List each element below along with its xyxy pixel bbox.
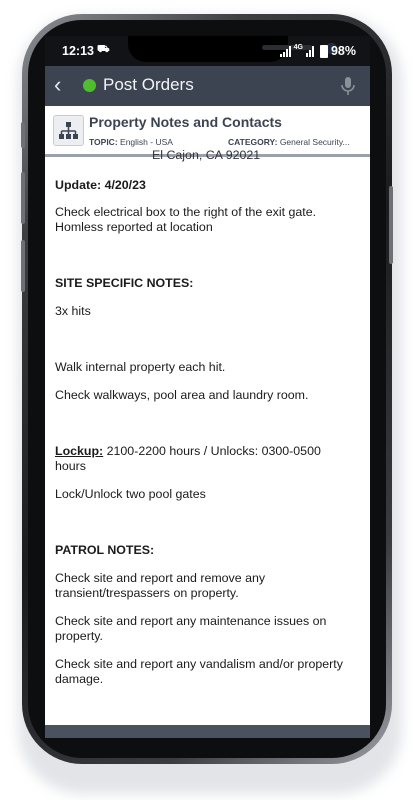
lockup-label: Lockup:	[55, 444, 104, 458]
network-type: 4G	[293, 43, 303, 51]
battery-level: 98%	[330, 44, 356, 58]
back-arrow-icon[interactable]: ‹	[54, 72, 62, 97]
document-content[interactable]	[45, 148, 370, 725]
update-heading: Update: 4/20/23	[55, 178, 146, 192]
signal-icon	[280, 46, 291, 57]
org-chart-icon	[53, 115, 84, 146]
microphone-icon[interactable]	[337, 75, 359, 97]
walk-text: Walk internal property each hit.	[55, 360, 226, 374]
address-line: El Cajon, CA 92021	[152, 148, 261, 162]
category-value: General Security...	[279, 137, 350, 147]
online-status-icon	[83, 79, 96, 92]
document-title: Property Notes and Contacts	[89, 114, 282, 130]
phone-screen	[45, 36, 370, 738]
app-notification-icon: ⛟	[97, 44, 110, 55]
notch	[128, 36, 288, 62]
power-button	[389, 186, 393, 264]
patrol-note-2: Check site and report any maintenance issues on property.	[55, 614, 327, 643]
volume-up-button	[21, 172, 25, 224]
status-time: 12:13	[62, 44, 94, 58]
site-notes-heading: SITE SPECIFIC NOTES:	[55, 276, 194, 290]
category-label: CATEGORY:	[228, 137, 278, 147]
topic-label: TOPIC:	[89, 137, 118, 147]
battery-icon	[320, 45, 328, 58]
patrol-notes-heading: PATROL NOTES:	[55, 543, 155, 557]
update-text: Check electrical box to the right of the exit gate. Homless reported at location	[55, 205, 317, 234]
pool-gates-text: Lock/Unlock two pool gates	[55, 487, 206, 501]
topic-meta	[89, 137, 173, 147]
bottom-bar	[45, 725, 370, 738]
status-bar	[45, 36, 370, 66]
app-header	[45, 66, 370, 106]
category-meta	[228, 137, 363, 147]
check-areas-text: Check walkways, pool area and laundry room.	[55, 388, 309, 402]
volume-down-button	[21, 240, 25, 292]
lockup-text	[55, 444, 355, 474]
topic-value: English - USA	[120, 137, 173, 147]
page-title: Post Orders	[103, 75, 194, 94]
lockup-hours: 2100-2200 hours / Unlocks: 0300-0500 hours	[55, 444, 321, 473]
signal-icon-2	[306, 46, 314, 57]
patrol-note-3: Check site and report any vandalism and/or property damage.	[55, 657, 343, 686]
patrol-note-1: Check site and report and remove any transient/trespassers on property.	[55, 571, 266, 600]
mute-switch	[21, 122, 25, 148]
status-indicators	[280, 44, 356, 58]
hits-text: 3x hits	[55, 304, 91, 318]
